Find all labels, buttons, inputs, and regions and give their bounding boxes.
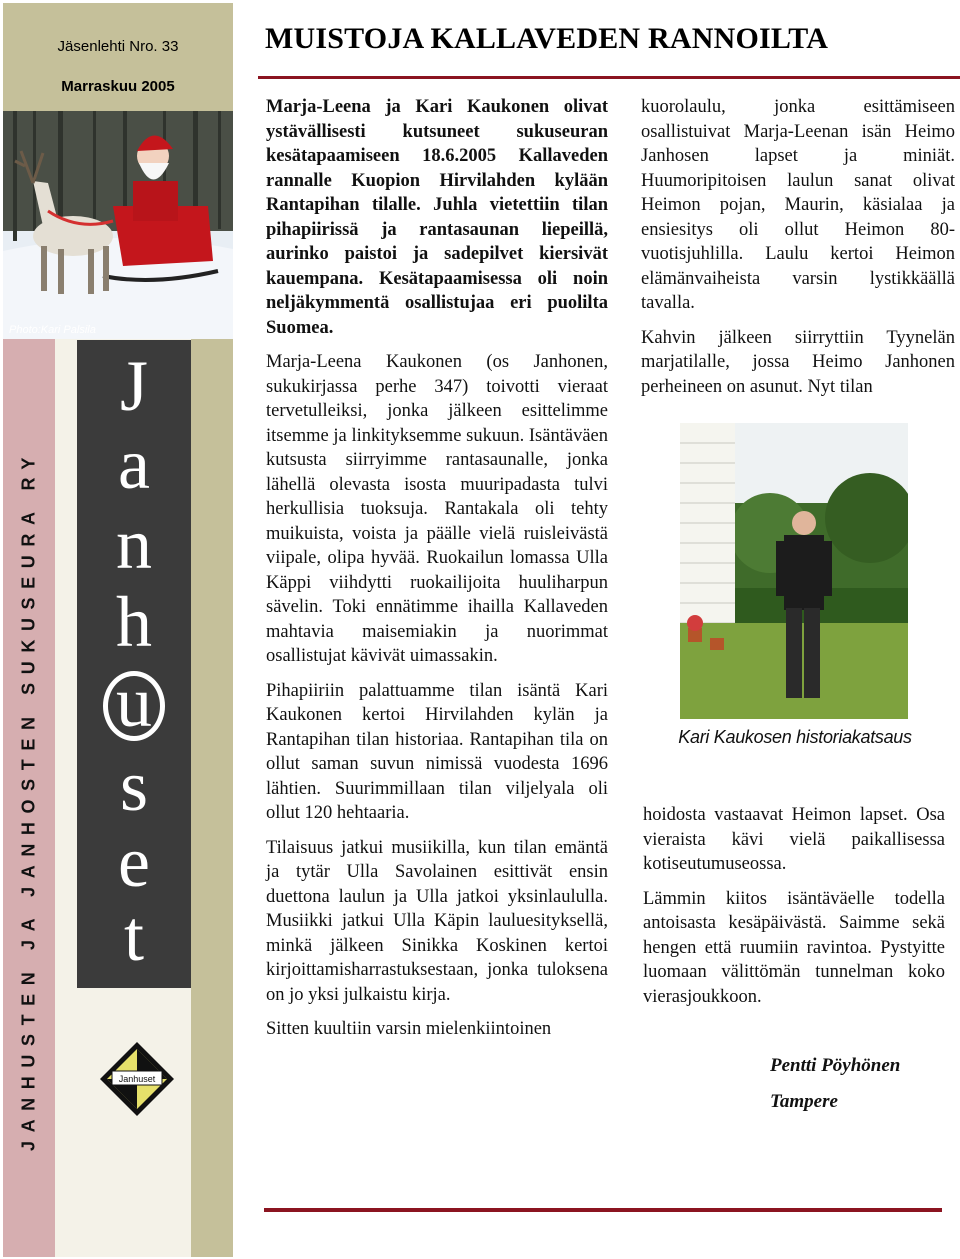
masthead-letter: t	[123, 896, 144, 976]
santa-sleigh-photo	[3, 111, 233, 339]
issue-date: Marraskuu 2005	[61, 78, 175, 95]
signature-place: Tampere	[770, 1091, 838, 1112]
society-logo	[98, 1040, 176, 1118]
bottom-rule	[264, 1208, 942, 1212]
body-paragraph: Lämmin kiitos isäntäväelle todella antoisasta kesäpäivästä. Saimme sekä hengen että ruumiin ravintoa. Pystyitte luomaan välittömän tunnelman koko vierasjoukkoon.	[643, 888, 945, 1007]
left-column	[266, 95, 608, 1052]
body-paragraph: Kahvin jälkeen siirryttiin Tyynelän marjatilalle, jossa Heimo Janhonen perheineen on asunut. Nyt tilan	[641, 327, 955, 397]
masthead-letter: e	[118, 822, 150, 902]
logo-text: Janhuset	[118, 1074, 156, 1084]
masthead-letter: n	[116, 504, 152, 584]
masthead-letter: J	[119, 346, 149, 426]
santa-sleigh-illustration	[3, 111, 233, 339]
right-column-bottom	[643, 803, 945, 1019]
speaker-photo	[680, 423, 908, 719]
sidebar-tan-strip	[191, 339, 233, 1257]
masthead-letter: s	[119, 746, 149, 826]
masthead-letter: h	[116, 582, 152, 662]
photo-caption: Kari Kaukosen historiakatsaus	[678, 727, 912, 747]
masthead-letter-circled	[77, 662, 191, 742]
body-paragraph: Pihapiiriin palattuamme tilan isäntä Kari Kaukonen kertoi Hirvilahden kylän ja Rantapihan tilan historiaa. Rantapihan tila on ollut saman suvun nimissä vuodesta 1696 lähtien. Suurimmillaan tilan viljelyala oli ollut 120 hehtaaria.	[266, 680, 608, 823]
janhuset-logo-emblem	[98, 1040, 176, 1118]
sidebar	[0, 0, 235, 1259]
man-in-garden-illustration	[680, 423, 908, 719]
article-headline: MUISTOJA KALLAVEDEN RANNOILTA	[265, 22, 829, 55]
body-paragraph: Tilaisuus jatkui musiikilla, kun tilan emäntä ja tytär Ulla Savolainen esittivät ensin duettona laulun ja Ulla jatkoi yksinlaululla. Musiikki jatkui Ulla Käpin lauluesityksellä, minkä jälkeen Sinikka Koskinen kertoi kirjoittamisharrastuksestaan, jonka tuloksena on jo yksi julkaistu kirja.	[266, 837, 608, 1005]
masthead-letter: a	[118, 424, 150, 504]
masthead-letter: u	[103, 671, 165, 741]
masthead-panel	[77, 340, 191, 988]
photo-credit: Photo:Kari Palsila	[9, 324, 96, 336]
issue-number: Jäsenlehti Nro. 33	[57, 38, 179, 55]
body-paragraph: kuorolaulu, jonka esittämiseen osallistuivat Marja-Leenan isän Heimo Janhosen lapset ja miniät. Huumoripitoisen laulun sanat olivat Heimon pojan, Maurin, käsialaa ja ensiesitys oli ollut Heimon 80-vuotisjuhlilla. Laulu kertoi Heimon elämänvaiheista varsin lystikkäällä tavalla.	[641, 97, 955, 313]
society-name-vertical: JANHUSTEN JA JANHOSTEN SUKUSEURA RY	[18, 448, 39, 1152]
lead-paragraph: Marja-Leena ja Kari Kaukonen olivat ystävällisesti kutsuneet sukuseuran kesätapaamiseen 18.6.2005 Kallaveden rannalle Kuopion Hirvilahden kylään Rantapihan tilalle. Juhla vietettiin tilan pihapiirissä ja rantasaunan liepeillä, aurinko paistoi ja sadepilvet kiersivät kauempana. Kesätapaamisessa oli noin neljäkymmentä osallistujaa eri puolilta Suomea.	[266, 97, 608, 338]
right-column-top	[641, 95, 955, 409]
body-paragraph: Marja-Leena Kaukonen (os Janhonen, sukukirjassa perhe 347) toivotti vieraat tervetulleiksi, jonka jälkeen esittelimme itsemme ja linkityksemme sukuun. Isäntäväen kutsusta siirryimme rantasaunalle, jonka lähellä olevasta isosta muuripadasta tulvi herkullisia tuoksuja. Rantakala oli tehty muikuista, voista ja päälle vielä ruisleivästä viipale, olipa hyvää. Ruokailun lomassa Ulla Käppi viihdytti ruokailijoita huuliharpun sävelin. Toki ennätimme ihailla Kallaveden mahtavia maisemiakin ja nuorimmat osallistujat kävivät uimassakin.	[266, 352, 608, 666]
body-paragraph: hoidosta vastaavat Heimon lapset. Osa vieraista kävi vielä paikallisessa kotiseutumuseossa.	[643, 805, 945, 874]
signature-name: Pentti Pöyhönen	[770, 1055, 901, 1076]
top-rule	[258, 76, 960, 79]
body-paragraph: Sitten kuultiin varsin mielenkiintoinen	[266, 1019, 552, 1039]
